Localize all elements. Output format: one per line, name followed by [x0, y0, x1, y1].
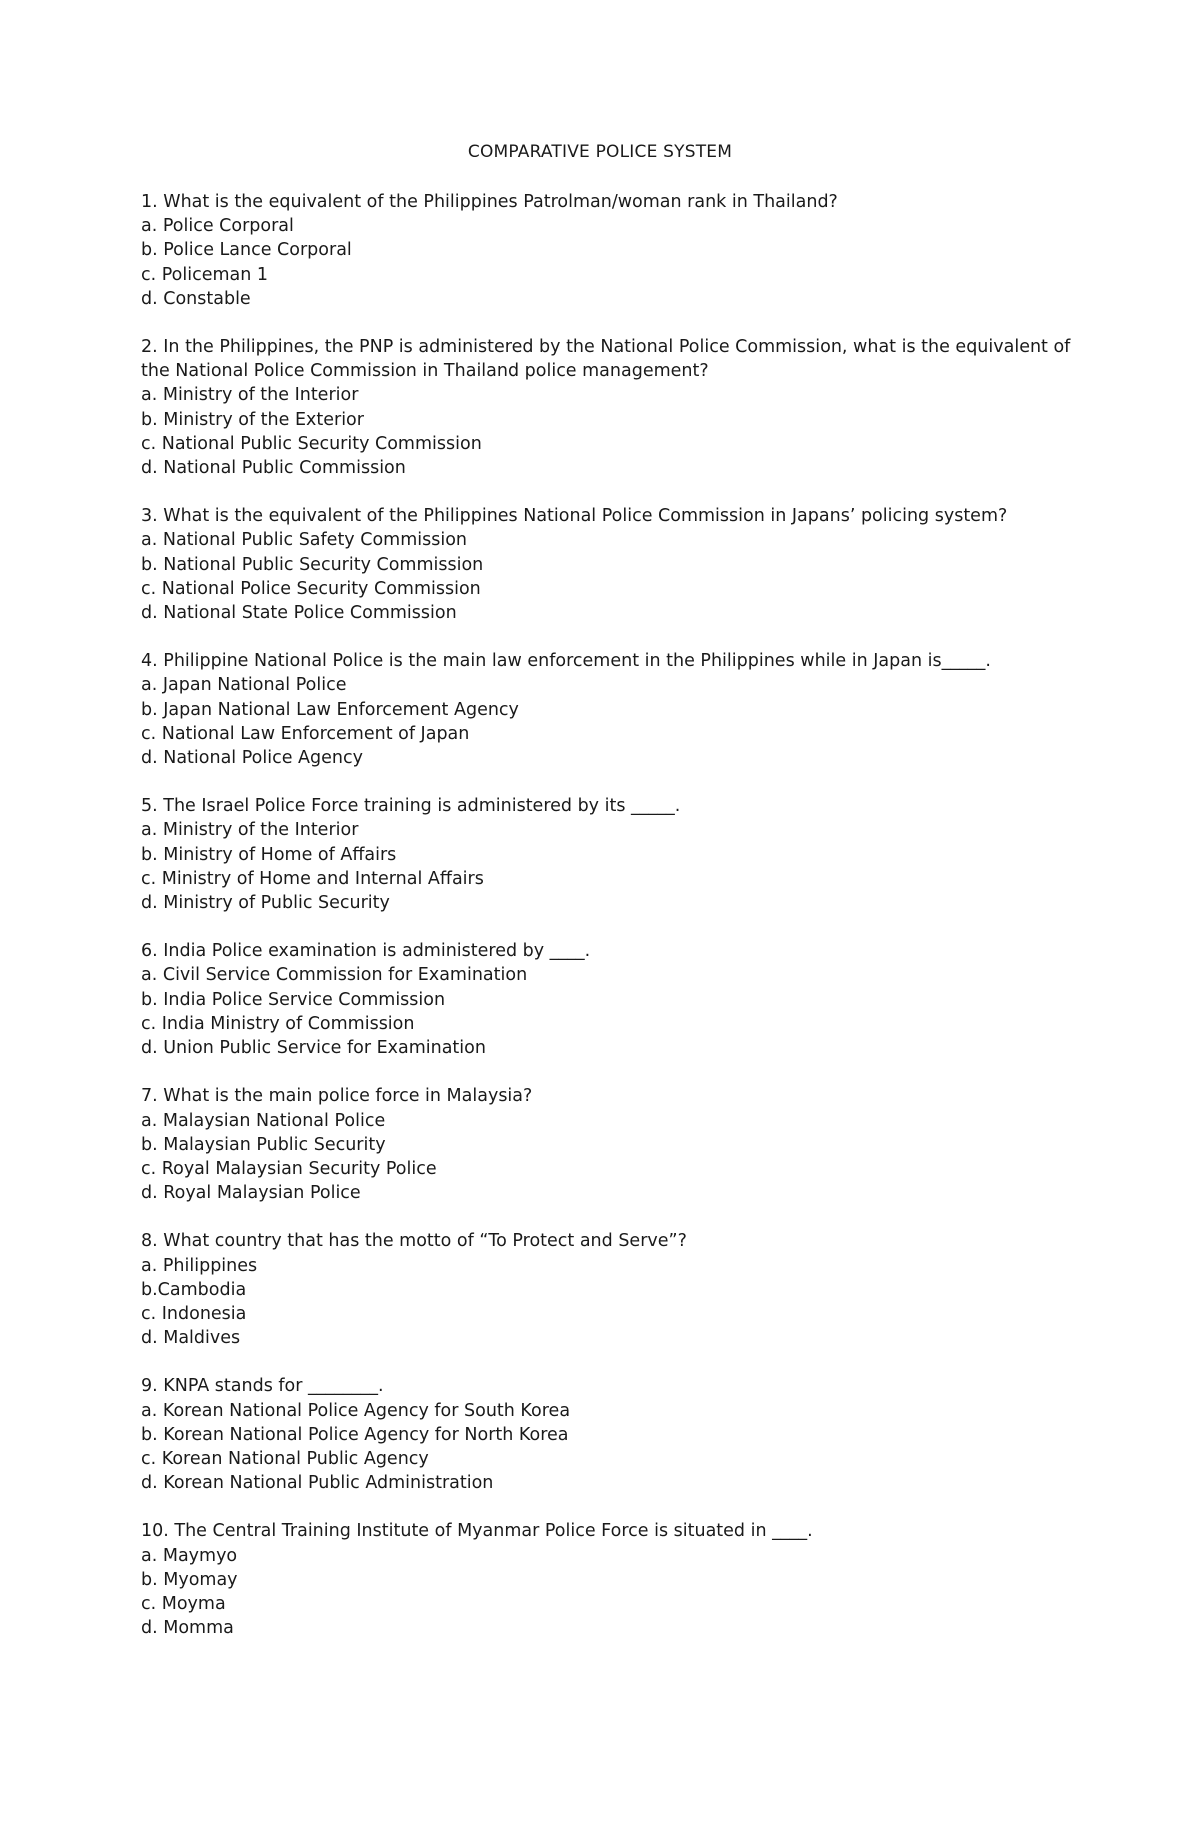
answer-option: a. Korean National Police Agency for South Korea	[141, 1400, 571, 1421]
answer-option: b. Korean National Police Agency for North Korea	[141, 1424, 569, 1445]
answer-option: a. Police Corporal	[141, 216, 294, 237]
question-item	[141, 939, 1081, 1060]
question-text: 1. What is the equivalent of the Philippines Patrolman/woman rank in Thailand?	[141, 192, 838, 212]
answer-options	[141, 1399, 1081, 1496]
answer-option: b. India Police Service Commission	[141, 989, 446, 1010]
answer-option: c. Korean National Public Agency	[141, 1448, 429, 1469]
answer-options	[141, 1544, 1081, 1641]
answer-option: d. National Public Commission	[141, 458, 406, 479]
answer-option: b. Ministry of Home of Affairs	[141, 844, 397, 865]
answer-option: a. National Public Safety Commission	[141, 530, 468, 551]
question-list	[141, 190, 1081, 1664]
answer-option: c. National Police Security Commission	[141, 578, 481, 599]
answer-options	[141, 214, 1081, 311]
question-item	[141, 1374, 1081, 1495]
answer-option: a. Ministry of the Interior	[141, 385, 359, 406]
question-item	[141, 1084, 1081, 1205]
question-text: 7. What is the main police force in Malaysia?	[141, 1086, 533, 1107]
answer-option: c. Moyma	[141, 1593, 226, 1614]
answer-option: d. Korean National Public Administration	[141, 1473, 494, 1494]
answer-options	[141, 1109, 1081, 1206]
answer-options	[141, 1254, 1081, 1351]
answer-option: d. Ministry of Public Security	[141, 893, 390, 914]
answer-option: b. Myomay	[141, 1569, 238, 1590]
answer-option: c. Indonesia	[141, 1303, 247, 1324]
answer-option: c. Policeman 1	[141, 264, 269, 285]
answer-option: c. Royal Malaysian Security Police	[141, 1158, 437, 1179]
answer-option: a. Philippines	[141, 1255, 258, 1276]
answer-option: a. Ministry of the Interior	[141, 820, 359, 841]
question-text: 5. The Israel Police Force training is administered by its _____.	[141, 796, 681, 817]
question-text: 8. What country that has the motto of “To Protect and Serve”?	[141, 1231, 687, 1252]
answer-option: d. Union Public Service for Examination	[141, 1038, 486, 1059]
answer-option: b. National Public Security Commission	[141, 554, 484, 575]
question-item	[141, 649, 1081, 770]
answer-option: b.Cambodia	[141, 1279, 247, 1300]
question-item	[141, 1229, 1081, 1350]
question-item	[141, 190, 1081, 311]
answer-option: c. Ministry of Home and Internal Affairs	[141, 868, 484, 889]
answer-option: b. Police Lance Corporal	[141, 240, 352, 261]
question-item	[141, 504, 1081, 625]
answer-option: c. India Ministry of Commission	[141, 1013, 415, 1034]
question-text: 6. India Police examination is administered by ____.	[141, 941, 591, 962]
answer-option: d. Maldives	[141, 1328, 241, 1349]
answer-option: a. Civil Service Commission for Examination	[141, 965, 528, 986]
answer-options	[141, 528, 1081, 625]
answer-option: b. Japan National Law Enforcement Agency	[141, 699, 519, 720]
answer-option: d. Constable	[141, 288, 251, 309]
question-text: 9. KNPA stands for ________.	[141, 1376, 384, 1397]
answer-options	[141, 818, 1081, 915]
answer-option: c. National Law Enforcement of Japan	[141, 723, 470, 744]
answer-options	[141, 383, 1081, 480]
question-item	[141, 1519, 1081, 1640]
answer-option: d. National State Police Commission	[141, 603, 457, 624]
question-item	[141, 335, 1081, 480]
answer-option: a. Maymyo	[141, 1545, 238, 1566]
answer-option: d. National Police Agency	[141, 748, 363, 769]
answer-option: b. Ministry of the Exterior	[141, 409, 364, 430]
answer-option: d. Royal Malaysian Police	[141, 1183, 361, 1204]
document-title: COMPARATIVE POLICE SYSTEM	[467, 142, 733, 162]
question-item	[141, 794, 1081, 915]
answer-option: a. Malaysian National Police	[141, 1110, 386, 1131]
question-text: 3. What is the equivalent of the Philippines National Police Commission in Japans’ policing system?	[141, 506, 1008, 527]
answer-option: c. National Public Security Commission	[141, 433, 482, 454]
question-text: 10. The Central Training Institute of Myanmar Police Force is situated in ____.	[141, 1521, 813, 1542]
answer-option: a. Japan National Police	[141, 675, 347, 696]
answer-option: d. Momma	[141, 1618, 234, 1639]
question-text: 2. In the Philippines, the PNP is administered by the National Police Commission, what is the equivalent of the National Police Commission in Thailand police management?	[141, 337, 1071, 382]
answer-options	[141, 963, 1081, 1060]
question-text: 4. Philippine National Police is the main law enforcement in the Philippines while in Japan is_____.	[141, 651, 991, 672]
answer-options	[141, 673, 1081, 770]
answer-option: b. Malaysian Public Security	[141, 1134, 386, 1155]
